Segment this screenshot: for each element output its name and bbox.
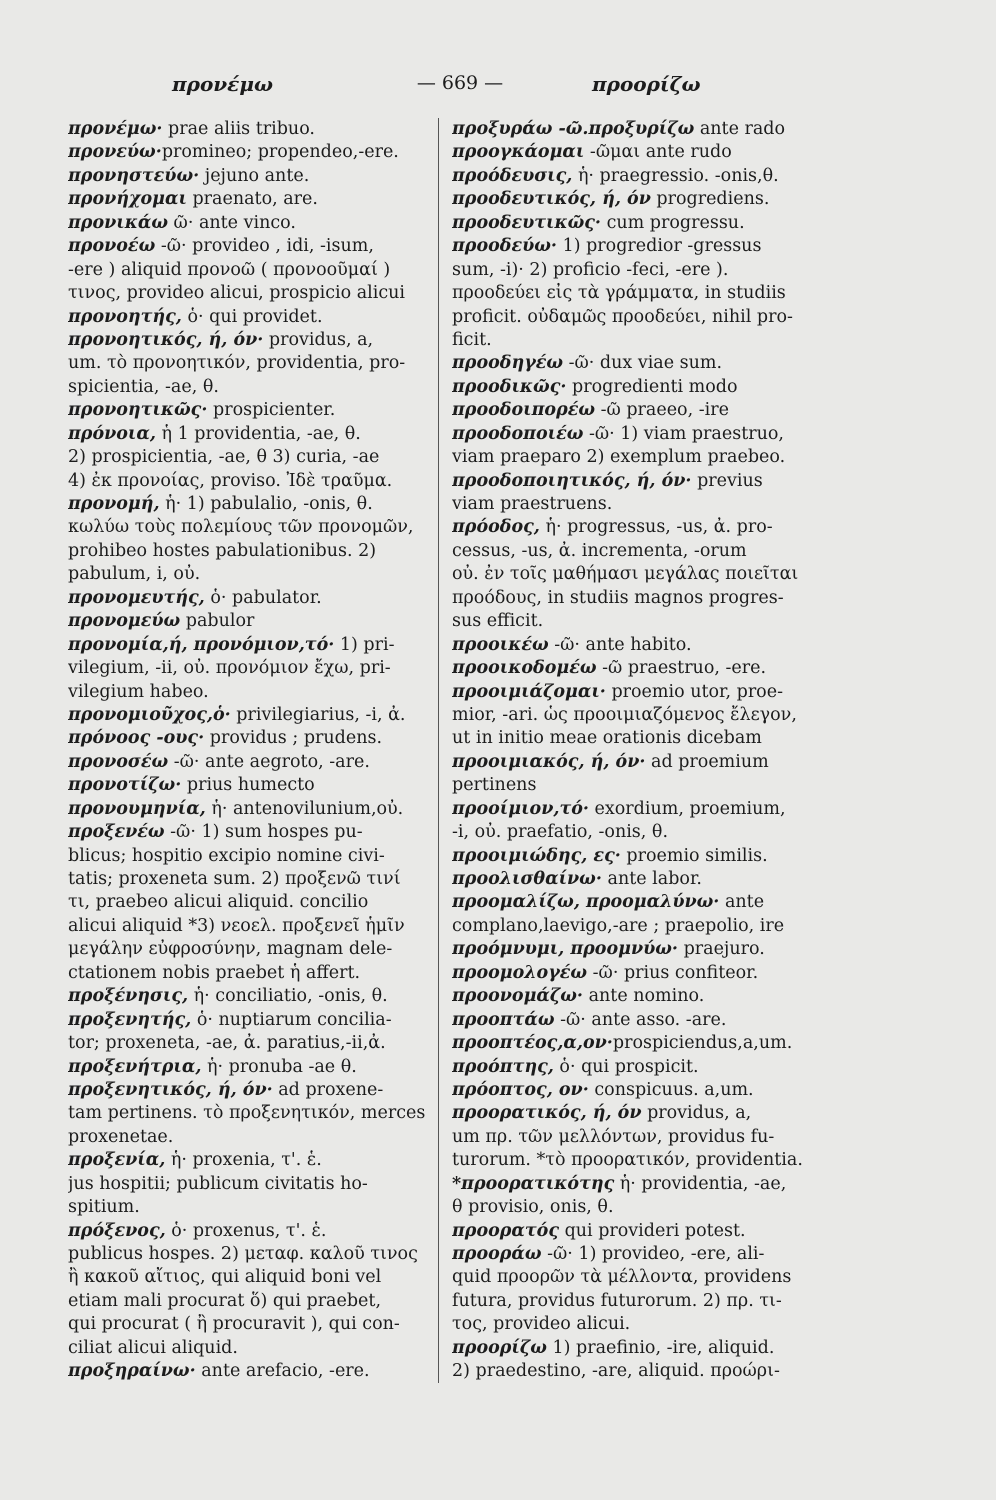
dictionary-line [452,329,832,352]
dictionary-line [68,821,440,844]
dictionary-line [68,1337,440,1360]
dictionary-line [452,938,832,961]
dictionary-line [452,751,832,774]
definition-text: prospicienter. [207,400,336,421]
running-head-left: προνέμω [172,72,273,96]
dictionary-line [68,1102,440,1125]
dictionary-line [452,470,832,493]
definition-text: ἡ· providentia, -ae, [614,1173,787,1194]
definition-text: progredienti modo [566,376,738,397]
definition-text: providus, a, [263,329,374,350]
dictionary-line [452,1056,832,1079]
definition-text: ficit. [452,329,492,350]
definition-text: futura, providus futurorum. 2) πρ. τι- [452,1290,782,1311]
dictionary-line [68,282,440,305]
definition-text: ἡ· proxenia, τ'. ἑ. [165,1150,322,1171]
right-column [452,118,832,1384]
definition-text: qui provideri potest. [559,1220,746,1241]
headword: προοίμιον,τό· [452,798,589,819]
definition-text: etiam mali procurat ὅ) qui praebet, [68,1290,382,1311]
definition-text: tatis; proxeneta sum. 2) προξενῶ τινί [68,869,401,889]
dictionary-line [68,423,440,446]
dictionary-line [452,774,832,797]
dictionary-line [452,141,832,164]
definition-text: ὁ· qui providet. [181,306,323,327]
headword: προξενέω [68,822,165,843]
dictionary-line [452,165,832,188]
dictionary-line [452,587,832,610]
definition-text: ante nomino. [583,986,705,1007]
definition-text: -ῶ· ante asso. -are. [554,1009,727,1030]
dictionary-line [452,1220,832,1243]
dictionary-line [452,985,832,1008]
dictionary-line [452,891,832,914]
dictionary-line [68,141,440,164]
dictionary-line [452,563,832,586]
definition-text: praejuro. [678,939,765,960]
dictionary-line [68,704,440,727]
definition-text: jus hospitii; publicum civitatis ho- [68,1173,368,1194]
dictionary-line [452,610,832,633]
definition-text: proficit. οὐδαμῶς προοδεύει, nihil pro- [452,306,793,327]
definition-text: cessus, -us, ἀ. incrementa, -orum [452,540,747,561]
headword: προόπτης, [452,1056,554,1077]
definition-text: sus efficit. [452,611,544,632]
definition-text: τινος, provideo alicui, prospicio alicui [68,283,405,304]
headword: προοδευτικῶς· [452,212,602,233]
dictionary-line [452,282,832,305]
headword: προομαλίζω, προομαλύνω· [452,892,720,913]
definition-text: 1) progredior -gressus [557,236,762,257]
dictionary-line [452,118,832,141]
dictionary-line [68,516,440,539]
definition-text: jejuno ante. [199,165,310,186]
dictionary-line [452,399,832,422]
headword: προνοσέω [68,751,169,772]
dictionary-line [68,891,440,914]
dictionary-line [452,540,832,563]
dictionary-line [68,165,440,188]
dictionary-line [68,1243,440,1266]
headword: προνοέω [68,236,156,257]
dictionary-line [452,235,832,258]
definition-text: ὁ· pabulator. [204,587,322,608]
dictionary-line [68,587,440,610]
definition-text: prohibeo hostes pabulationibus. 2) [68,540,377,561]
dictionary-line [68,1266,440,1289]
headword: προνοητικός, ή, όν· [68,329,264,350]
dictionary-line [68,540,440,563]
definition-text: κωλύω τοὺς πολεμίους τῶν προνομῶν, [68,517,414,538]
definition-text: ctationem nobis praebet ἡ affert. [68,962,361,983]
definition-text: προόδους, in studiis magnos progres- [452,587,784,608]
column-divider [438,118,439,1383]
dictionary-line [452,1360,832,1383]
dictionary-line [68,1360,440,1383]
page-number: — 669 — [416,72,504,94]
definition-text: -ῶ· ante habito. [548,634,692,655]
headword: προνομιοῦχος,ὁ· [68,704,231,725]
definition-text: ὁ· proxenus, τ'. ἑ. [165,1220,327,1241]
headword: προοιμιώδης, ες· [452,845,621,866]
definition-text: ἡ 1 providentia, -ae, θ. [155,423,361,444]
dictionary-line [452,1173,832,1196]
dictionary-line [452,1126,832,1149]
headword: προοιμιακός, ή, όν· [452,751,646,772]
dictionary-line [68,727,440,750]
definition-text: providus ; prudens. [204,728,383,749]
dictionary-line [68,1173,440,1196]
dictionary-line [68,1313,440,1336]
dictionary-line [68,470,440,493]
definition-text: providus, a, [641,1103,752,1124]
dictionary-line [68,1009,440,1032]
headword: πρόνοος -ους· [68,728,205,749]
headword: προνοητικῶς· [68,400,208,421]
headword: προοδοποιέω [452,423,584,444]
dictionary-line [68,751,440,774]
definition-text: οὐ. ἐν τοῖς μαθήμασι μεγάλας ποιεῖται [452,564,799,585]
definition-text: quid προορῶν τὰ μέλλοντα, providens [452,1267,792,1288]
definition-text: ante rado [694,119,786,139]
dictionary-line [68,493,440,516]
dictionary-line [68,329,440,352]
dictionary-line [68,446,440,469]
definition-text: -ῶ· 1) sum hospes pu- [164,822,363,843]
headword: προοδευτικός, ή, όν [452,189,651,210]
dictionary-line [452,634,832,657]
headword: προνικάω [68,212,168,233]
dictionary-line [452,306,832,329]
definition-text: um. τὸ προνοητικόν, providentia, pro- [68,353,406,374]
dictionary-line [452,1290,832,1313]
dictionary-line [452,821,832,844]
definition-text: -ῶ· prius confiteor. [587,962,759,983]
headword: προογκάομαι [452,142,585,163]
dictionary-line [68,1196,440,1219]
definition-text: ἢ κακοῦ αἴτιος, qui aliquid boni vel [68,1267,382,1288]
dictionary-line [68,610,440,633]
definition-text: -ῶ· ante aegroto, -are. [168,751,370,772]
definition-text: tam pertinens. τὸ προξενητικόν, merces [68,1103,426,1124]
definition-text: sum, -i)· 2) proficio -feci, -ere ). [452,259,729,280]
definition-text: ἡ· 1) pabulalio, -onis, θ. [159,494,373,514]
headword: προνουμηνία, [68,798,206,819]
definition-text: ante [719,892,765,913]
definition-text: cum progressu. [601,212,745,233]
headword: προξενητικός, ή, όν· [68,1079,273,1100]
headword: προοράω [452,1244,542,1264]
definition-text: ῶ· ante vinco. [167,212,296,233]
dictionary-line [452,423,832,446]
definition-text: μεγάλην εὐφροσύνην, magnam dele- [68,939,393,960]
dictionary-line [68,212,440,235]
headword: πρόοδος, [452,517,540,538]
definition-text: ante labor. [601,869,702,889]
dictionary-line [452,1313,832,1336]
dictionary-line [68,681,440,704]
dictionary-line [452,259,832,282]
dictionary-line [68,868,440,891]
definition-text: tor; proxeneta, -ae, ἀ. paratius,-ii,ἀ. [68,1033,386,1054]
dictionary-line [68,634,440,657]
dictionary-line [68,118,440,141]
definition-text: prae aliis tribuo. [162,119,315,139]
headword: προορατός [452,1220,559,1241]
dictionary-line [68,962,440,985]
definition-text: viam praestruens. [452,494,613,514]
dictionary-line [68,1056,440,1079]
definition-text: -ῶ· 1) provideo, -ere, ali- [541,1244,765,1264]
dictionary-line [452,188,832,211]
definition-text: proemio utor, proe- [605,681,783,702]
dictionary-line [452,798,832,821]
definition-text: blicus; hospitio excipio nomine civi- [68,845,385,866]
headword: προόδευσις, [452,165,573,186]
definition-text: proxenetae. [68,1126,174,1147]
dictionary-line [452,681,832,704]
dictionary-line [452,915,832,938]
definition-text: ἡ· conciliatio, -onis, θ. [188,986,388,1007]
definition-text: 2) praedestino, -are, aliquid. προώρι- [452,1361,780,1382]
dictionary-line [68,1079,440,1102]
headword: προνεύω· [68,142,162,163]
dictionary-line [452,376,832,399]
dictionary-line [452,704,832,727]
definition-text: prius humecto [181,775,315,796]
headword: προνομευτής, [68,587,205,608]
definition-text: previus [691,470,763,491]
dictionary-line [452,446,832,469]
headword: πρόνοια, [68,423,156,444]
dictionary-line [452,868,832,891]
definition-text: -ere ) aliquid προνοῶ ( προνοοῦμαί ) [68,259,391,280]
definition-text: ἡ· pronuba -ae θ. [201,1056,357,1077]
definition-text: ante arefacio, -ere. [195,1361,370,1382]
definition-text: -ῶ praeeo, -ire [595,400,729,421]
headword: προνομία,ή, προνόμιον,τό· [68,634,335,655]
definition-text: turorum. *τὸ προορατικόν, providentia. [452,1150,803,1171]
dictionary-line [68,845,440,868]
dictionary-line [68,915,440,938]
headword: προοδικῶς· [452,376,567,397]
headword: προομολογέω [452,962,588,983]
dictionary-line [68,376,440,399]
headword: προξηραίνω· [68,1361,196,1382]
definition-text: conspicuus. a,um. [588,1079,754,1100]
dictionary-line [68,774,440,797]
dictionary-line [68,657,440,680]
definition-text: praenato, are. [186,189,318,210]
definition-text: pertinens [452,775,537,796]
dictionary-line [452,516,832,539]
dictionary-line [452,657,832,680]
dictionary-line [68,985,440,1008]
headword: προόμνυμι, προομνύω· [452,939,678,960]
dictionary-line [452,962,832,985]
definition-text: -i, οὐ. praefatio, -onis, θ. [452,822,669,843]
dictionary-line [68,1220,440,1243]
dictionary-line [452,1032,832,1055]
dictionary-line [68,938,440,961]
dictionary-line [68,235,440,258]
headword: προοικοδομέω [452,658,597,679]
definition-text: 1) pri- [334,634,395,655]
definition-text: spicientia, -ae, θ. [68,376,219,397]
dictionary-line [452,493,832,516]
dictionary-line [68,352,440,375]
definition-text: -ῶ· provideo , idi, -isum, [155,236,374,257]
dictionary-line [452,1266,832,1289]
dictionary-line [68,798,440,821]
headword: *προορατικότης [452,1173,615,1194]
left-column [68,118,440,1384]
page-header [0,72,996,102]
dictionary-line [68,399,440,422]
definition-text: ἡ· praegressio. -onis,θ. [572,165,779,186]
definition-text: 1) praefinio, -ire, aliquid. [546,1337,775,1358]
definition-text: ἡ· antenovilunium,οὐ. [205,798,404,819]
definition-text: τι, praebeo alicui aliquid. concilio [68,892,369,913]
headword: προνοτίζω· [68,775,182,796]
dictionary-line [452,352,832,375]
definition-text: publicus hospes. 2) μεταφ. καλοῦ τινος [68,1244,418,1264]
definition-text: viam praeparo 2) exemplum praebeo. [452,447,786,468]
running-head-right: προορίζω [592,72,701,96]
headword: προνομή, [68,494,160,514]
definition-text: pabulor [180,611,255,632]
definition-text: progrediens. [650,189,770,210]
dictionary-line [452,212,832,235]
headword: προξενητής, [68,1009,192,1030]
definition-text: alicui aliquid *3) νεοελ. προξενεῖ ἡμῖν [68,915,405,936]
definition-text: θ provisio, onis, θ. [452,1197,614,1218]
dictionary-line [68,563,440,586]
definition-text: προοδεύει εἰς τὰ γράμματα, in studiis [452,283,786,304]
definition-text: 2) prospicientia, -ae, θ 3) curia, -ae [68,447,380,468]
headword: προονομάζω· [452,986,584,1007]
headword: προξένησις, [68,986,189,1007]
definition-text: vilegium habeo. [68,681,209,702]
definition-text: complano,laevigo,-are ; praepolio, ire [452,915,785,936]
dictionary-line [68,1032,440,1055]
definition-text: -ῶ· dux viae sum. [563,353,723,374]
definition-text: 4) ἐκ προνοίας, proviso. Ἰδὲ τραῦμα. [68,470,393,491]
dictionary-line [452,1009,832,1032]
definition-text: vilegium, -ii, οὐ. προνόμιον ἔχω, pri- [68,658,391,679]
definition-text: ad proemium [645,751,769,772]
definition-text: mior, -ari. ὡς προοιμιαζόμενος ἔλεγον, [452,704,797,725]
headword: προξενήτρια, [68,1056,202,1077]
definition-text: ut in initio meae orationis dicebam [452,728,762,749]
dictionary-line [452,1196,832,1219]
definition-text: -ῶ praestruo, -ere. [596,658,767,679]
dictionary-line [452,1102,832,1125]
headword: προοπτάω [452,1009,555,1030]
definition-text: um πρ. τῶν μελλόντων, providus fu- [452,1126,775,1147]
definition-text: ἡ· progressus, -us, ἀ. pro- [539,517,773,538]
dictionary-line [452,1337,832,1360]
headword: προοδεύω· [452,236,557,257]
headword: προνήχομαι [68,189,187,210]
headword: πρόοπτος, ον· [452,1079,589,1100]
headword: προοικέω [452,634,549,655]
headword: πρόξενος, [68,1220,166,1241]
headword: προοπτέος,α,ον· [452,1033,613,1054]
dictionary-line [452,1149,832,1172]
headword: προξενία, [68,1150,166,1171]
definition-text: prospiciendus,a,um. [612,1033,793,1054]
dictionary-line [452,1243,832,1266]
definition-text: τος, provideo alicui. [452,1314,631,1335]
headword: προοδοιπορέω [452,400,596,421]
dictionary-line [68,1126,440,1149]
definition-text: spitium. [68,1197,140,1218]
headword: προορίζω [452,1337,547,1358]
headword: προνοητής, [68,306,182,327]
headword: προνέμω· [68,119,163,139]
definition-text: ὁ· nuptiarum concilia- [191,1009,392,1030]
definition-text: -ῶμαι ante rudo [584,142,732,163]
dictionary-line [452,727,832,750]
headword: προορατικός, ή, όν [452,1103,642,1124]
dictionary-line [68,188,440,211]
definition-text: ciliat alicui aliquid. [68,1337,238,1358]
headword: προξυράω -ῶ.προξυρίζω [452,119,695,139]
definition-text: promineo; propendeo,-ere. [161,142,399,163]
definition-text: ad proxene- [272,1079,384,1100]
definition-text: ὁ· qui prospicit. [553,1056,699,1077]
dictionary-line [68,259,440,282]
dictionary-line [68,1290,440,1313]
headword: προολισθαίνω· [452,869,602,889]
definition-text: proemio similis. [620,845,768,866]
headword: προνηστεύω· [68,165,200,186]
headword: προνομεύω [68,611,181,632]
dictionary-line [68,1149,440,1172]
headword: προοδηγέω [452,353,564,374]
dictionary-line [452,845,832,868]
definition-text: pabulum, i, οὐ. [68,564,201,585]
dictionary-line [68,306,440,329]
definition-text: -ῶ· 1) viam praestruo, [583,423,784,444]
headword: προοιμιάζομαι· [452,681,606,702]
headword: προοδοποιητικός, ή, όν· [452,470,692,491]
definition-text: qui procurat ( ἢ procuravit ), qui con- [68,1314,400,1335]
definition-text: privilegiarius, -i, ἀ. [230,704,406,725]
definition-text: exordium, proemium, [588,798,786,819]
dictionary-line [452,1079,832,1102]
